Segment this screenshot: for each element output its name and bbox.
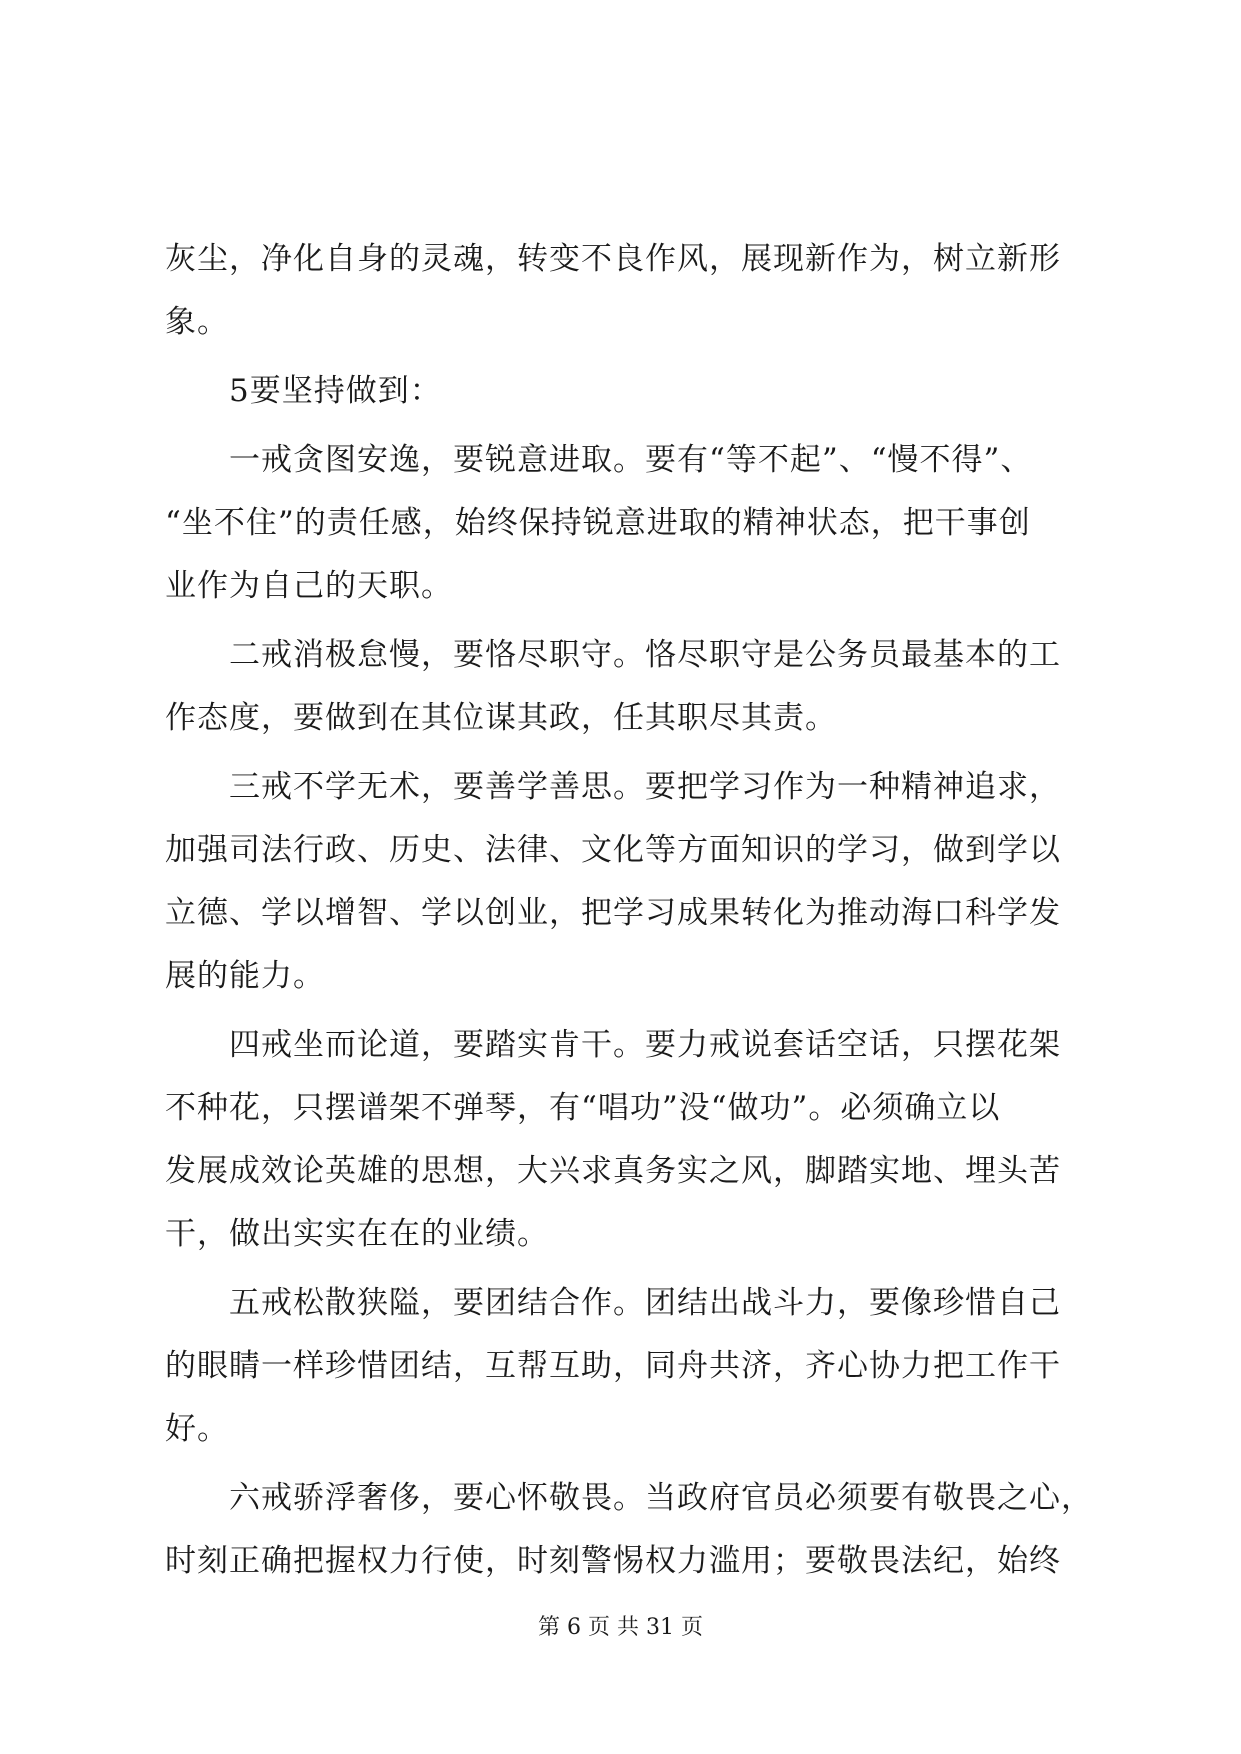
text-line: 业作为自己的天职。 bbox=[165, 568, 453, 604]
text-line: 的眼睛一样珍惜团结，互帮互助，同舟共济，齐心协力把工作干 bbox=[165, 1348, 1061, 1384]
text-line: 立德、学以增智、学以创业，把学习成果转化为推动海口科学发 bbox=[165, 895, 1061, 931]
text-line: 二戒消极怠慢，要恪尽职守。恪尽职守是公务员最基本的工 bbox=[165, 637, 1061, 673]
text-line: 一戒贪图安逸，要锐意进取。要有“等不起”、“慢不得”、 bbox=[165, 442, 1033, 478]
text-line: 发展成效论英雄的思想，大兴求真务实之风，脚踏实地、埋头苦 bbox=[165, 1153, 1061, 1189]
document-body bbox=[165, 228, 1093, 1593]
text-line: 展的能力。 bbox=[165, 958, 325, 994]
text-line: 三戒不学无术，要善学善思。要把学习作为一种精神追求， bbox=[165, 769, 1061, 805]
page-footer: 第 6 页 共 31 页 bbox=[538, 1615, 703, 1640]
text-line: 好。 bbox=[165, 1411, 229, 1447]
text-line: 五戒松散狭隘，要团结合作。团结出战斗力，要像珍惜自己 bbox=[165, 1285, 1061, 1321]
text-line: “坐不住”的责任感，始终保持锐意进取的精神状态，把干事创 bbox=[165, 505, 1031, 541]
text-line: 作态度，要做到在其位谋其政，任其职尽其责。 bbox=[165, 700, 837, 736]
text-line: 四戒坐而论道，要踏实肯干。要力戒说套话空话，只摆花架 bbox=[165, 1027, 1061, 1063]
text-line: 加强司法行政、历史、法律、文化等方面知识的学习，做到学以 bbox=[165, 832, 1061, 868]
text-line: 象。 bbox=[165, 304, 229, 340]
text-line: 六戒骄浮奢侈，要心怀敬畏。当政府官员必须要有敬畏之心， bbox=[165, 1480, 1093, 1516]
text-line: 干，做出实实在在的业绩。 bbox=[165, 1216, 549, 1252]
text-line: 灰尘，净化自身的灵魂，转变不良作风，展现新作为，树立新形 bbox=[165, 241, 1061, 277]
text-line: 5要坚持做到： bbox=[165, 373, 442, 409]
text-line: 不种花，只摆谱架不弹琴，有“唱功”没“做功”。必须确立以 bbox=[165, 1090, 1001, 1126]
text-line: 时刻正确把握权力行使，时刻警惕权力滥用；要敬畏法纪，始终 bbox=[165, 1543, 1061, 1579]
